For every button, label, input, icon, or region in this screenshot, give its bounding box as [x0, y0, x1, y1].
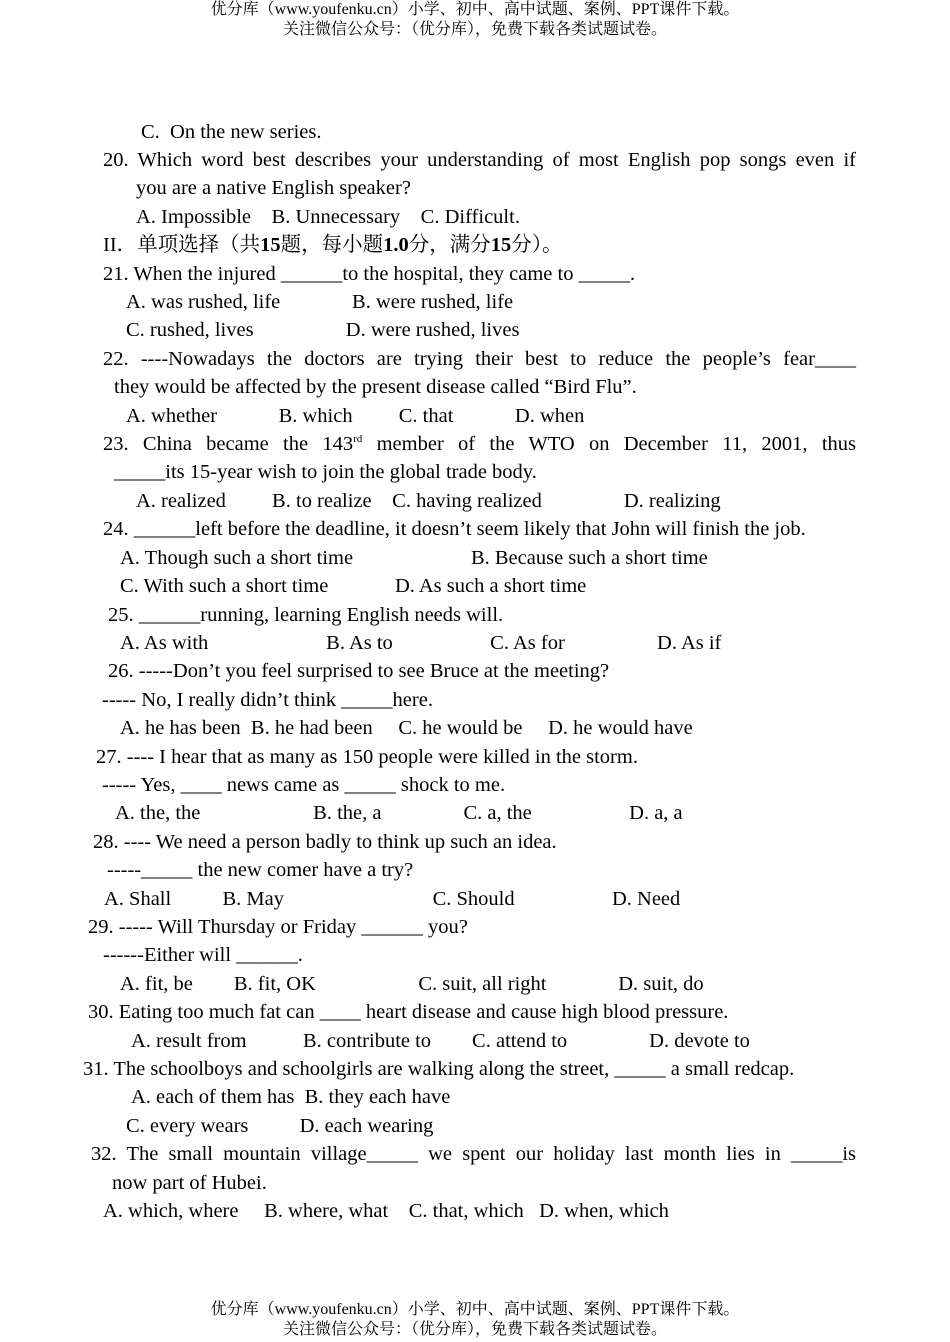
page-header-line1: 优分库（www.youfenku.cn）小学、初中、高中试题、案例、PPT课件下载。	[210, 1, 740, 18]
page-header-line2: 关注微信公众号：（优分库），免费下载各类试题试卷。	[282, 21, 667, 38]
q27-stem-line1: 27. ---- I hear that as many as 150 people were killed in the storm.	[96, 746, 638, 768]
q27-stem-line2: ----- Yes, ____ news came as _____ shock to me.	[102, 774, 506, 796]
q26-stem-line1: 26. -----Don’t you feel surprised to see Bruce at the meeting?	[108, 660, 610, 682]
section-2-prefix: II．单项选择（共	[103, 234, 261, 256]
q23-stem-line1	[103, 432, 856, 456]
q23-options: A. realized B. to realize C. having realized D. realizing	[136, 490, 721, 512]
q21-stem: 21. When the injured ______to the hospital, they came to _____.	[103, 263, 635, 285]
section-2-count: 15	[260, 234, 281, 256]
page-footer-line1: 优分库（www.youfenku.cn）小学、初中、高中试题、案例、PPT课件下载。	[210, 1301, 740, 1318]
q25-stem: 25. ______running, learning English needs will.	[108, 604, 504, 626]
q32-options: A. which, where B. where, what C. that, which D. when, which	[103, 1200, 669, 1222]
q30-options: A. result from B. contribute to C. attend to D. devote to	[131, 1030, 750, 1052]
q28-stem-line2: -----_____ the new comer have a try?	[107, 859, 414, 881]
q30-stem: 30. Eating too much fat can ____ heart disease and cause high blood pressure.	[88, 1001, 729, 1023]
section-2-mid1: 题，每小题	[280, 234, 384, 256]
q22-stem-line1: 22. ----Nowadays the doctors are trying their best to reduce the people’s fear____	[103, 348, 856, 370]
q31-stem: 31. The schoolboys and schoolgirls are walking along the street, _____ a small redcap.	[83, 1058, 795, 1080]
q21-options-row2: C. rushed, lives D. were rushed, lives	[126, 319, 520, 341]
q20-options: A. Impossible B. Unnecessary C. Difficult.	[136, 206, 520, 228]
section-2-heading	[103, 233, 563, 257]
q22-stem-line2: they would be affected by the present disease called “Bird Flu”.	[114, 376, 637, 398]
q23-ordinal-suffix: rd	[353, 433, 363, 445]
q23-stem-part-b: member of the WTO on December 11, 2001, thus	[362, 433, 857, 455]
section-2-points-each: 1.0	[383, 234, 409, 256]
q26-stem-line2: ----- No, I really didn’t think _____here.	[102, 689, 433, 711]
q29-stem-line2: ------Either will ______.	[103, 944, 303, 966]
section-2-total: 15	[490, 234, 512, 256]
q21-options-row1: A. was rushed, life B. were rushed, life	[126, 291, 514, 313]
q23-stem-line2: _____its 15-year wish to join the global trade body.	[114, 461, 537, 483]
q28-options: A. Shall B. May C. Should D. Need	[104, 888, 681, 910]
q24-options-row1: A. Though such a short time B. Because such a short time	[120, 547, 708, 569]
q29-options: A. fit, be B. fit, OK C. suit, all right D. suit, do	[120, 973, 704, 995]
q23-stem-part-a: 23. China became the 143	[103, 433, 354, 455]
q22-options: A. whether B. which C. that D. when	[126, 405, 585, 427]
q31-options-row1: A. each of them has B. they each have	[131, 1086, 451, 1108]
q24-options-row2: C. With such a short time D. As such a short time	[120, 575, 587, 597]
q19-option-c: C. On the new series.	[141, 121, 322, 143]
q24-stem: 24. ______left before the deadline, it doesn’t seem likely that John will finish the job.	[103, 518, 806, 540]
q31-options-row2: C. every wears D. each wearing	[126, 1115, 434, 1137]
q27-options: A. the, the B. the, a C. a, the D. a, a	[115, 802, 683, 824]
q28-stem-line1: 28. ---- We need a person badly to think up such an idea.	[93, 831, 557, 853]
q29-stem-line1: 29. ----- Will Thursday or Friday ______ you?	[88, 916, 468, 938]
section-2-mid2: 分，满分	[408, 234, 491, 256]
q25-options: A. As with B. As to C. As for D. As if	[120, 632, 722, 654]
q20-stem-line1: 20. Which word best describes your understanding of most English pop songs even if	[103, 149, 856, 171]
page-footer-line2: 关注微信公众号：（优分库），免费下载各类试题试卷。	[282, 1321, 667, 1338]
q20-stem-line2: you are a native English speaker?	[136, 177, 411, 199]
q32-stem-line2: now part of Hubei.	[112, 1172, 267, 1194]
section-2-suffix: 分）。	[511, 234, 563, 256]
q32-stem-line1: 32. The small mountain village_____ we spent our holiday last month lies in _____is	[91, 1143, 856, 1165]
q26-options: A. he has been B. he had been C. he would be D. he would have	[120, 717, 693, 739]
